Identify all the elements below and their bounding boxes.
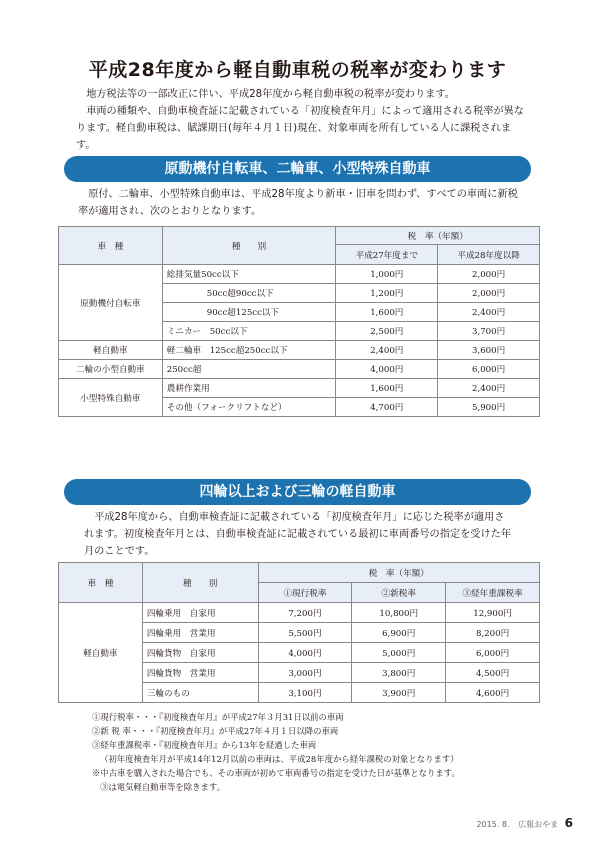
page-footer [476, 816, 573, 830]
table-cell-rate: 2,500円 [336, 322, 438, 341]
table-cell-rate: 1,200円 [336, 284, 438, 303]
footer-publication: 広報おやま [518, 820, 559, 829]
col-header-category: 種 別 [142, 563, 258, 603]
note-line: ①現行税率・・・『初度検査年月』が平成27年３月31日以前の車両 [92, 712, 344, 722]
table-cell-rate: 3,600円 [438, 341, 540, 360]
table-cell-type: 軽自動車 [59, 341, 163, 360]
table-cell-rate: 3,800円 [352, 663, 446, 683]
col-header-aged-rate: ③経年重課税率 [446, 583, 540, 603]
footer-date: 2015. 8. [476, 820, 510, 829]
table-cell-type: 二輪の小型自動車 [59, 360, 163, 379]
table-cell-rate: 2,000円 [438, 265, 540, 284]
table-cell-rate: 5,500円 [258, 623, 352, 643]
table-cell-category: 四輪貨物 自家用 [142, 643, 258, 663]
table-cell-rate: 2,400円 [336, 341, 438, 360]
col-header-from-h28: 平成28年度以降 [438, 245, 540, 265]
col-header-rate: 税 率（年額） [258, 563, 539, 583]
table-cell-rate: 10,800円 [352, 603, 446, 623]
table-cell-category: 軽二輪車 125cc超250cc以下 [162, 341, 336, 360]
table-cell-rate: 1,000円 [336, 265, 438, 284]
table-cell-rate: 3,700円 [438, 322, 540, 341]
section1-rate-table [58, 226, 540, 417]
col-header-type: 車 種 [59, 563, 143, 603]
section1-paragraph-text: 原付、二輪車、小型特殊自動車は、平成28年度より新車・旧車を問わず、すべての車両に新税率が適用され、次のとおりとなります。 [78, 189, 518, 217]
page-number: 6 [564, 816, 573, 830]
note-line: ※中古車を購入された場合でも、その車両が初めて車両番号の指定を受けた日が基準となります。 [92, 768, 460, 778]
note-line: （初年度検査年月が平成14年12月以前の車両は、平成28年度から経年課税の対象となります） [100, 754, 459, 764]
table-cell-rate: 12,900円 [446, 603, 540, 623]
table-cell-rate: 5,000円 [352, 643, 446, 663]
table-cell-rate: 5,900円 [438, 398, 540, 417]
table-cell-rate: 2,400円 [438, 303, 540, 322]
table-cell-rate: 6,000円 [438, 360, 540, 379]
intro-paragraph-1: 地方税法等の一部改正に伴い、平成28年度から軽自動車税の税率が変わります。 [86, 89, 455, 100]
table-cell-category: 四輪乗用 自家用 [142, 603, 258, 623]
table-cell-rate: 4,500円 [446, 663, 540, 683]
table-cell-rate: 6,000円 [446, 643, 540, 663]
table-cell-rate: 2,400円 [438, 379, 540, 398]
section1-paragraph [78, 186, 526, 220]
intro-text [76, 86, 526, 154]
table-cell-rate: 8,200円 [446, 623, 540, 643]
table-cell-rate: 1,600円 [336, 303, 438, 322]
table-cell-type: 軽自動車 [59, 603, 143, 703]
table-cell-category: その他（フォークリフトなど） [162, 398, 336, 417]
table-cell-category: 90cc超125cc以下 [162, 303, 336, 322]
note-line: ②新 税 率・・・『初度検査年月』が平成27年４月１日以降の車両 [92, 726, 339, 736]
col-header-type: 車 種 [59, 227, 163, 265]
section2-paragraph-text: 平成28年度から、自動車検査証に記載されている「初度検査年月」に応じた税率が適用されます。初度検査年月とは、自動車検査証に記載されている最初に車両番号の指定を受けた年月のことです。 [84, 512, 512, 557]
table-cell-type: 原動機付自転車 [59, 265, 163, 341]
note-line: ③は電気軽自動車等を除きます。 [100, 782, 225, 792]
table-cell-category: 総排気量50cc以下 [162, 265, 336, 284]
table-cell-rate: 4,000円 [258, 643, 352, 663]
page-title: 平成28年度から軽自動車税の税率が変わります [88, 59, 507, 81]
section2-heading: 四輪以上および三輪の軽自動車 [64, 479, 531, 505]
table-cell-rate: 2,000円 [438, 284, 540, 303]
table-cell-category: 50cc超90cc以下 [162, 284, 336, 303]
section2-rate-table [58, 562, 540, 703]
intro-paragraph-2: 車両の種類や、自動車検査証に記載されている「初度検査年月」によって適用される税率が異なります。軽自動車税は、賦課期日(毎年４月１日)現在、対象車両を所有している人に課税されます。 [76, 106, 525, 151]
table-cell-category: 農耕作業用 [162, 379, 336, 398]
table-cell-rate: 4,000円 [336, 360, 438, 379]
table-cell-category: ミニカー 50cc以下 [162, 322, 336, 341]
col-header-current-rate: ①現行税率 [258, 583, 352, 603]
section1-heading: 原動機付自転車、二輪車、小型特殊自動車 [64, 156, 531, 182]
table-cell-rate: 3,000円 [258, 663, 352, 683]
notes [92, 710, 460, 794]
table-cell-rate: 1,600円 [336, 379, 438, 398]
table-cell-rate: 4,600円 [446, 683, 540, 703]
col-header-category: 種 別 [162, 227, 336, 265]
table-cell-type: 小型特殊自動車 [59, 379, 163, 417]
col-header-new-rate: ②新税率 [352, 583, 446, 603]
table-cell-category: 四輪貨物 営業用 [142, 663, 258, 683]
table-cell-rate: 3,900円 [352, 683, 446, 703]
table-cell-category: 250cc超 [162, 360, 336, 379]
table-cell-category: 三輪のもの [142, 683, 258, 703]
table-cell-category: 四輪乗用 営業用 [142, 623, 258, 643]
table-cell-rate: 3,100円 [258, 683, 352, 703]
section2-paragraph [84, 509, 514, 560]
table-cell-rate: 6,900円 [352, 623, 446, 643]
table-cell-rate: 4,700円 [336, 398, 438, 417]
col-header-rate: 税 率（年額） [336, 227, 540, 245]
table-cell-rate: 7,200円 [258, 603, 352, 623]
note-line: ③経年重課税率・『初度検査年月』から13年を経過した車両 [92, 740, 317, 750]
col-header-until-h27: 平成27年度まで [336, 245, 438, 265]
